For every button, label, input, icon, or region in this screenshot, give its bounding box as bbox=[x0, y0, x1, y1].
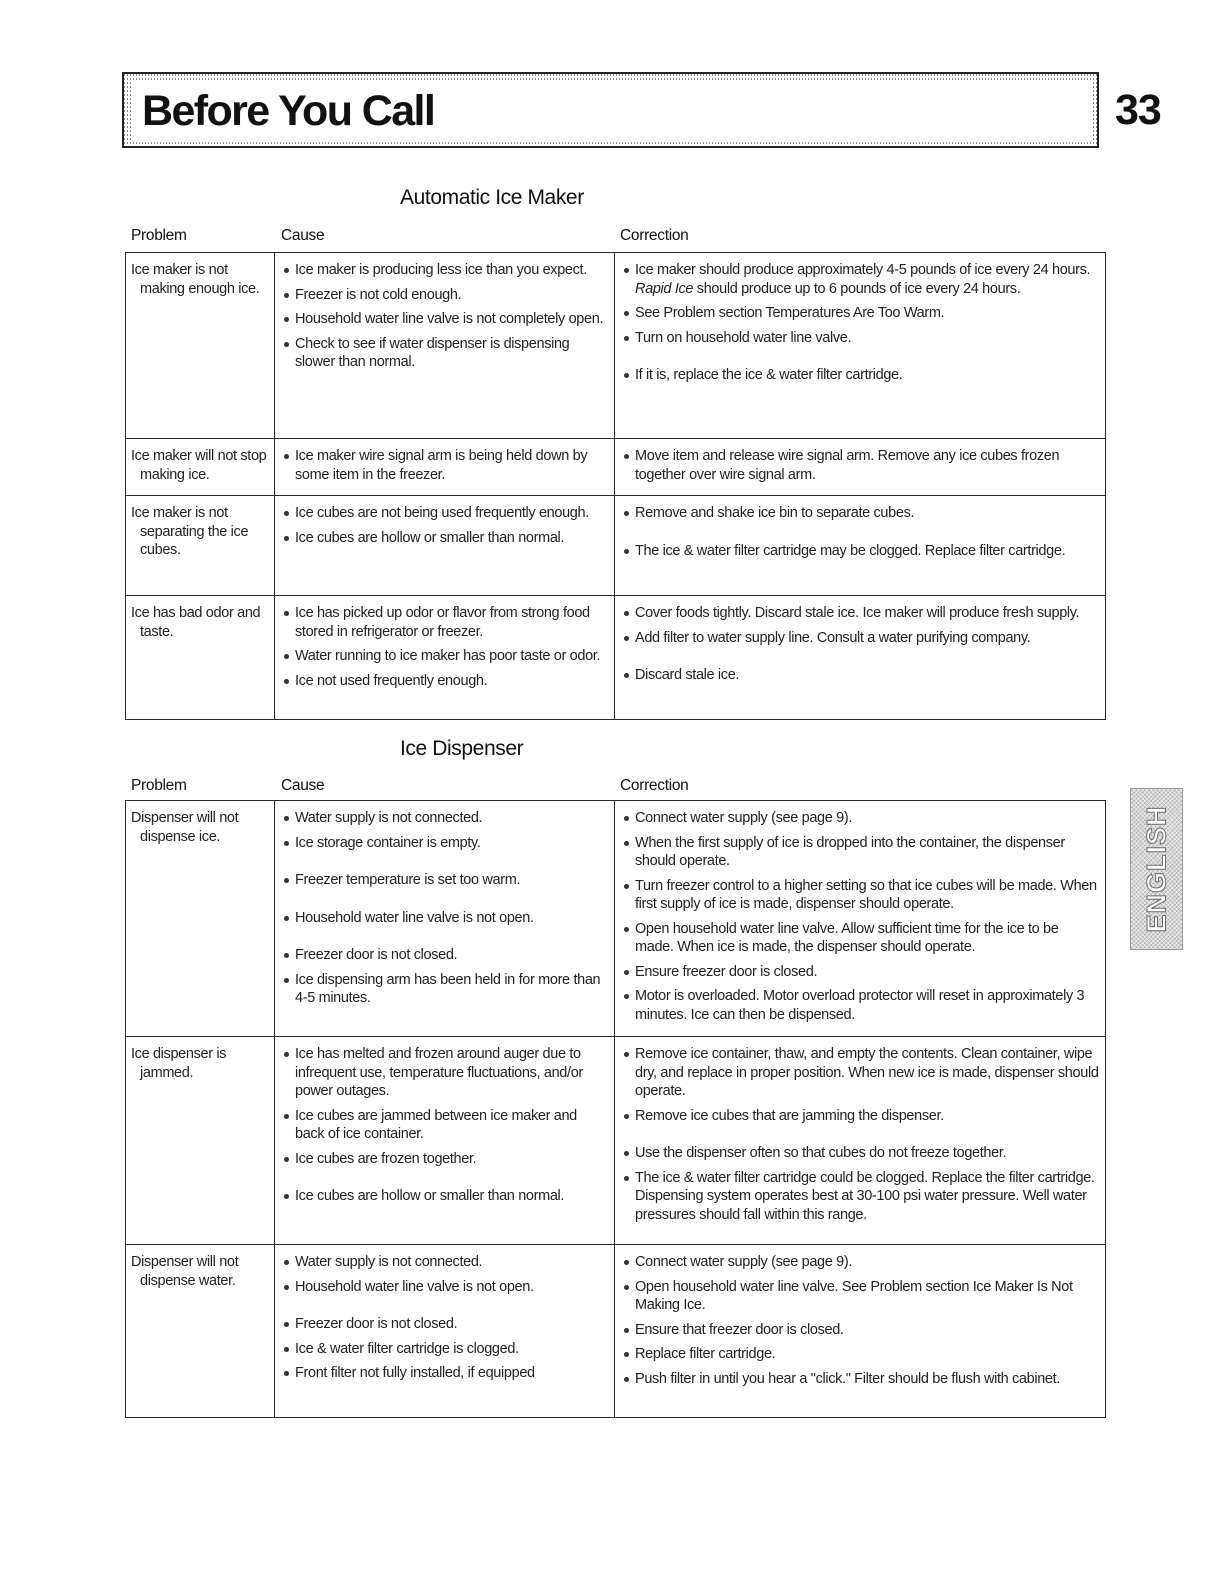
cause-item: Front filter not fully installed, if equipped bbox=[281, 1364, 608, 1383]
rapid-ice-term: Rapid Ice bbox=[635, 280, 694, 297]
cause-item: Household water line valve is not open. bbox=[281, 1278, 608, 1297]
correction-item: Cover foods tightly. Discard stale ice. Ice maker will produce fresh supply. bbox=[621, 604, 1099, 623]
correction-item: See Problem section Temperatures Are Too Warm. bbox=[621, 304, 1099, 323]
correction-item: Ice maker should produce approximately 4-5 pounds of ice every 24 hours. Rapid Ice should produce up to 6 pounds of ice every 24 hours. bbox=[621, 261, 1099, 298]
cause-item: Ice cubes are not being used frequently enough. bbox=[281, 504, 608, 523]
cause-cell bbox=[275, 253, 615, 439]
cause-item: Freezer temperature is set too warm. bbox=[281, 871, 608, 890]
correction-item: Open household water line valve. See Problem section Ice Maker Is Not Making Ice. bbox=[621, 1278, 1099, 1315]
correction-item: Ensure freezer door is closed. bbox=[621, 963, 1099, 982]
cause-item: Ice cubes are jammed between ice maker and back of ice container. bbox=[281, 1107, 608, 1144]
ice-maker-problem-header: Problem bbox=[131, 227, 187, 244]
correction-item: Remove ice container, thaw, and empty the contents. Clean container, wipe dry, and replace in proper position. When new ice is made, dispenser should operate. bbox=[621, 1045, 1099, 1101]
problem-cell: Ice dispenser is jammed. bbox=[126, 1037, 275, 1245]
cause-item: Freezer door is not closed. bbox=[281, 1315, 608, 1334]
ice-dispenser-section-title: Ice Dispenser bbox=[400, 737, 524, 760]
cause-item: Water supply is not connected. bbox=[281, 809, 608, 828]
cause-cell bbox=[275, 1245, 615, 1418]
cause-item: Check to see if water dispenser is dispensing slower than normal. bbox=[281, 335, 608, 372]
header-inner bbox=[132, 81, 1091, 140]
cause-item: Ice maker is producing less ice than you expect. bbox=[281, 261, 608, 280]
correction-item: Connect water supply (see page 9). bbox=[621, 1253, 1099, 1272]
correction-item: Open household water line valve. Allow sufficient time for the ice to be made. When ice is made, the dispenser should operate. bbox=[621, 920, 1099, 957]
cause-item: Ice cubes are hollow or smaller than normal. bbox=[281, 1187, 608, 1206]
correction-item: Add filter to water supply line. Consult a water purifying company. bbox=[621, 629, 1099, 648]
cause-item: Household water line valve is not open. bbox=[281, 909, 608, 928]
problem-cell: Dispenser will not dispense water. bbox=[126, 1245, 275, 1418]
cause-item: Freezer door is not closed. bbox=[281, 946, 608, 965]
ice-dispenser-correction-header: Correction bbox=[620, 777, 689, 794]
correction-item: The ice & water filter cartridge may be clogged. Replace filter cartridge. bbox=[621, 542, 1099, 561]
correction-item: When the first supply of ice is dropped into the container, the dispenser should operate. bbox=[621, 834, 1099, 871]
cause-item: Ice storage container is empty. bbox=[281, 834, 608, 853]
cause-item: Freezer is not cold enough. bbox=[281, 286, 608, 305]
table-row bbox=[126, 596, 1106, 720]
correction-item: Use the dispenser often so that cubes do not freeze together. bbox=[621, 1144, 1099, 1163]
language-tab bbox=[1130, 788, 1183, 950]
cause-item: Ice maker wire signal arm is being held down by some item in the freezer. bbox=[281, 447, 608, 484]
correction-cell bbox=[615, 496, 1106, 596]
cause-item: Ice has melted and frozen around auger due to infrequent use, temperature fluctuations, and/or power outages. bbox=[281, 1045, 608, 1101]
correction-cell bbox=[615, 1037, 1106, 1245]
table-row bbox=[126, 801, 1106, 1037]
correction-cell bbox=[615, 596, 1106, 720]
correction-item: Discard stale ice. bbox=[621, 666, 1099, 685]
correction-cell bbox=[615, 253, 1106, 439]
correction-item: Remove and shake ice bin to separate cubes. bbox=[621, 504, 1099, 523]
correction-cell bbox=[615, 1245, 1106, 1418]
cause-cell bbox=[275, 496, 615, 596]
cause-cell bbox=[275, 439, 615, 496]
table-row bbox=[126, 253, 1106, 439]
cause-cell bbox=[275, 801, 615, 1037]
correction-item: Connect water supply (see page 9). bbox=[621, 809, 1099, 828]
cause-item: Ice & water filter cartridge is clogged. bbox=[281, 1340, 608, 1359]
problem-cell: Ice maker is not separating the ice cubes. bbox=[126, 496, 275, 596]
correction-cell bbox=[615, 439, 1106, 496]
correction-item: Turn freezer control to a higher setting so that ice cubes will be made. When first supply of ice is made, dispenser should operate. bbox=[621, 877, 1099, 914]
cause-item: Ice has picked up odor or flavor from strong food stored in refrigerator or freezer. bbox=[281, 604, 608, 641]
ice-dispenser-problem-header: Problem bbox=[131, 777, 187, 794]
cause-cell bbox=[275, 1037, 615, 1245]
correction-cell bbox=[615, 801, 1106, 1037]
cause-item: Ice cubes are hollow or smaller than normal. bbox=[281, 529, 608, 548]
correction-item: Remove ice cubes that are jamming the dispenser. bbox=[621, 1107, 1099, 1126]
cause-item: Ice cubes are frozen together. bbox=[281, 1150, 608, 1169]
problem-cell: Ice maker will not stop making ice. bbox=[126, 439, 275, 496]
language-tab-label: ENGLISH bbox=[1141, 805, 1171, 933]
problem-cell: Ice has bad odor and taste. bbox=[126, 596, 275, 720]
correction-item: Motor is overloaded. Motor overload protector will reset in approximately 3 minutes. Ice can then be dispensed. bbox=[621, 987, 1099, 1024]
correction-item: If it is, replace the ice & water filter cartridge. bbox=[621, 366, 1099, 385]
header-banner bbox=[122, 72, 1099, 148]
cause-item: Water supply is not connected. bbox=[281, 1253, 608, 1272]
ice-maker-correction-header: Correction bbox=[620, 227, 689, 244]
table-row bbox=[126, 496, 1106, 596]
table-row bbox=[126, 439, 1106, 496]
table-row bbox=[126, 1245, 1106, 1418]
correction-item: The ice & water filter cartridge could be clogged. Replace the filter cartridge. Dispensing system operates best at 30-100 psi water pressure. Well water pressures should fall within this range. bbox=[621, 1169, 1099, 1225]
cause-item: Ice not used frequently enough. bbox=[281, 672, 608, 691]
problem-cell: Dispenser will not dispense ice. bbox=[126, 801, 275, 1037]
cause-cell bbox=[275, 596, 615, 720]
correction-item: Ensure that freezer door is closed. bbox=[621, 1321, 1099, 1340]
correction-item: Push filter in until you hear a "click." Filter should be flush with cabinet. bbox=[621, 1370, 1099, 1389]
correction-item: Replace filter cartridge. bbox=[621, 1345, 1099, 1364]
cause-item: Ice dispensing arm has been held in for more than 4-5 minutes. bbox=[281, 971, 608, 1008]
correction-item: Turn on household water line valve. bbox=[621, 329, 1099, 348]
cause-item: Household water line valve is not completely open. bbox=[281, 310, 608, 329]
ice-maker-cause-header: Cause bbox=[281, 227, 325, 244]
cause-item: Water running to ice maker has poor taste or odor. bbox=[281, 647, 608, 666]
ice-maker-section-title: Automatic Ice Maker bbox=[400, 186, 584, 209]
problem-cell: Ice maker is not making enough ice. bbox=[126, 253, 275, 439]
ice-maker-table bbox=[125, 252, 1106, 720]
ice-dispenser-cause-header: Cause bbox=[281, 777, 325, 794]
correction-item: Move item and release wire signal arm. Remove any ice cubes frozen together over wire signal arm. bbox=[621, 447, 1099, 484]
page-title: Before You Call bbox=[142, 87, 435, 135]
table-row bbox=[126, 1037, 1106, 1245]
page-number: 33 bbox=[1115, 86, 1161, 134]
ice-dispenser-table bbox=[125, 800, 1106, 1418]
